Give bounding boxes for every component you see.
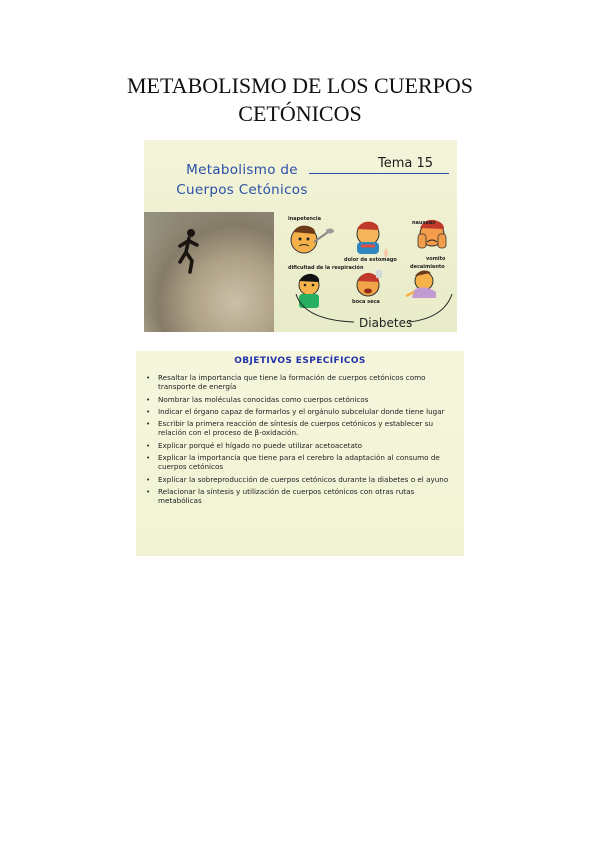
label-vomito: vomito bbox=[426, 256, 446, 262]
objective-text: Indicar el órgano capaz de formarlos y el orgánulo subcelular donde tiene lugar bbox=[158, 406, 445, 416]
list-item bbox=[146, 395, 458, 404]
list-item bbox=[146, 441, 458, 450]
bullet: • bbox=[146, 419, 151, 429]
label-dolor-estomago: dolor de estomago bbox=[344, 257, 397, 263]
bullet: • bbox=[146, 453, 151, 463]
document-title bbox=[0, 72, 600, 128]
label-nauseas: nauseas bbox=[412, 220, 436, 226]
bullet: • bbox=[146, 394, 151, 404]
slide1-tema: Tema 15 bbox=[378, 156, 434, 171]
list-item bbox=[146, 487, 458, 506]
slide1-title-line2: Cuerpos Cetónicos bbox=[176, 182, 308, 198]
slide-title-image bbox=[144, 140, 457, 332]
list-item bbox=[146, 373, 458, 392]
slide1-title-line1: Metabolismo de bbox=[186, 162, 298, 178]
bullet: • bbox=[146, 440, 151, 450]
label-inapetencia: inapetencia bbox=[288, 216, 322, 222]
objective-text: Resaltar la importancia que tiene la formación de cuerpos cetónicos como transporte de energía bbox=[158, 373, 426, 392]
document-title-line1: METABOLISMO DE LOS CUERPOS bbox=[127, 73, 473, 98]
list-item bbox=[146, 419, 458, 438]
bullet: • bbox=[146, 474, 151, 484]
kid-spoon-icon bbox=[288, 222, 334, 258]
list-item bbox=[146, 407, 458, 416]
slide1-title bbox=[172, 160, 312, 200]
objectives-heading: OBJETIVOS ESPECÍFICOS bbox=[234, 356, 366, 366]
document-title-line2: CETÓNICOS bbox=[238, 101, 362, 126]
bullet: • bbox=[146, 486, 151, 496]
objective-text: Escribir la primera reacción de síntesis de cuerpos cetónicos y establecer su relación con el proceso de β-oxidación. bbox=[158, 419, 434, 438]
runner-silhouette-icon bbox=[174, 228, 204, 278]
ketone-food-photo bbox=[144, 212, 274, 332]
label-decaimiento: decaimiento bbox=[410, 264, 445, 270]
objective-text: Explicar la sobreproducción de cuerpos cetónicos durante la diabetes o el ayuno bbox=[158, 474, 449, 484]
objectives-list bbox=[146, 373, 458, 509]
slide1-diabetes-label: Diabetes bbox=[359, 316, 413, 330]
list-item bbox=[146, 453, 458, 472]
objective-text: Explicar la importancia que tiene para el cerebro la adaptación al consumo de cuerpos cetónicos bbox=[158, 453, 440, 472]
list-item bbox=[146, 475, 458, 484]
slide1-title-underline bbox=[309, 173, 449, 174]
objective-text: Relacionar la síntesis y utilización de cuerpos cetónicos con otras rutas metabólicas bbox=[158, 486, 415, 506]
label-boca-seca: boca seca bbox=[352, 299, 380, 305]
objective-text: Nombrar las moléculas conocidas como cuerpos cetónicos bbox=[158, 394, 369, 404]
bullet: • bbox=[146, 406, 151, 416]
slide-objectives bbox=[136, 351, 464, 556]
label-dificultad-respiracion: dificultad de la respiración bbox=[288, 265, 364, 271]
objective-text: Explicar porqué el hígado no puede utilizar acetoacetato bbox=[158, 440, 363, 450]
bullet: • bbox=[146, 373, 151, 382]
